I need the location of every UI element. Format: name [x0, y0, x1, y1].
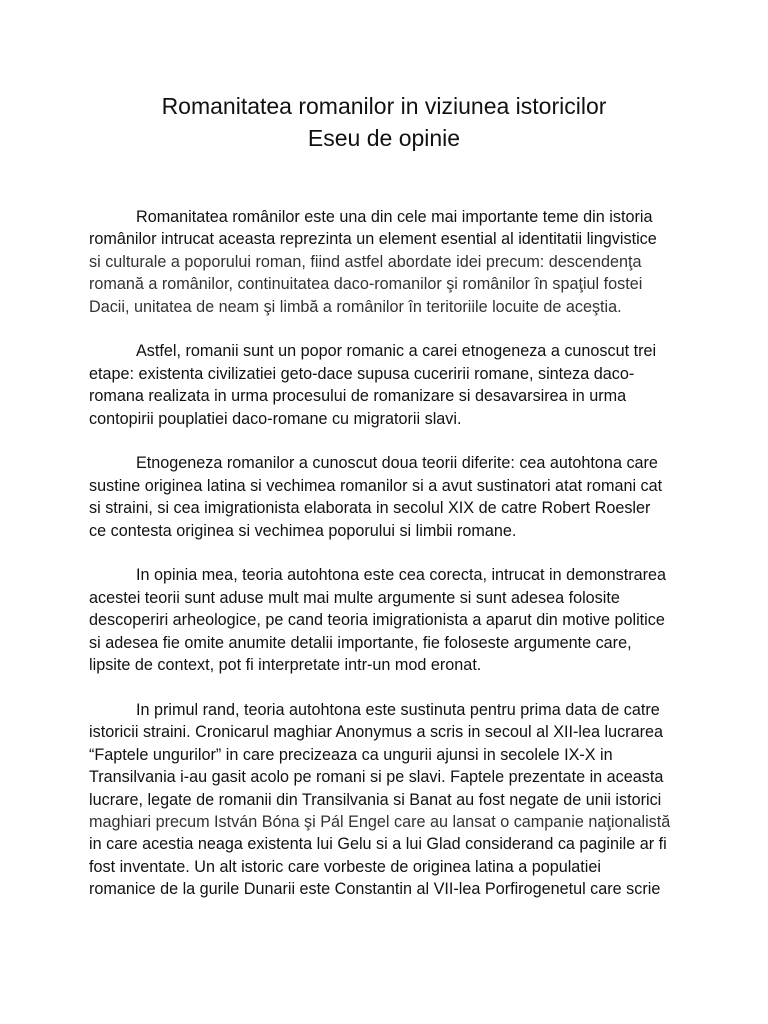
paragraph-2	[89, 340, 679, 430]
text-line: in care acestia neaga existenta lui Gelu si a lui Glad considerand ca paginile ar fi	[89, 835, 667, 854]
text-line: Romanitatea românilor este una din cele mai importante teme din istoria	[136, 208, 653, 226]
title-line-2-subtitle: Eseu de opinie	[307, 125, 461, 151]
text-line: sustine originea latina si vechimea romanilor si a avut sustinatori atat romani cat	[89, 476, 663, 495]
text-line: ce contesta originea si vechimea poporului si limbii romane.	[89, 521, 517, 540]
paragraph-1	[89, 206, 679, 318]
text-line: Dacii, unitatea de neam şi limbă a românilor în teritoriile locuite de aceştia.	[89, 297, 622, 316]
text-line: istoricii straini. Cronicarul maghiar Anonymus a scris in secoul al XII-lea lucrarea	[89, 723, 663, 742]
text-line: si straini, si cea imigrationista elaborata in secolul XIX de catre Robert Roesler	[89, 499, 651, 518]
text-line: romana realizata in urma procesului de romanizare si desavarsirea in urma	[89, 387, 627, 406]
document-title	[0, 90, 768, 154]
text-line: românilor intrucat aceasta reprezinta un element esential al identitatii lingvistice	[89, 230, 657, 249]
text-line: si adesea fie omite anumite detalii importante, fie foloseste argumente care,	[89, 633, 632, 652]
paragraph-5	[89, 699, 679, 901]
text-line: Transilvania i-au gasit acolo pe romani si pe slavi. Faptele prezentate in aceasta	[89, 768, 664, 787]
paragraph-4	[89, 564, 679, 676]
text-line: fost inventate. Un alt istoric care vorbeste de originea latina a populatiei	[89, 857, 602, 876]
text-line: romană a românilor, continuitatea daco-romanilor şi românilor în spaţiul fostei	[89, 275, 643, 294]
text-line: Astfel, romanii sunt un popor romanic a carei etnogeneza a cunoscut trei	[136, 342, 657, 361]
text-line: “Faptele ungurilor” in care precizeaza ca ungurii ajunsi in secolele IX-X in	[89, 745, 613, 764]
text-line: si culturale a poporului roman, fiind astfel abordate idei precum: descendenţa	[89, 252, 642, 271]
essay-body	[89, 206, 679, 923]
text-line: contopirii pouplatiei daco-romane cu migratorii slavi.	[89, 409, 462, 428]
text-line: lipsite de context, pot fi interpretate intr-un mod eronat.	[89, 656, 482, 675]
paragraph-3	[89, 452, 679, 542]
text-line: etape: existenta civilizatiei geto-dace supusa cuceririi romane, sinteza daco-	[89, 364, 635, 383]
title-line-1: Romanitatea romanilor in viziunea istoricilor	[161, 93, 607, 119]
text-line: romanice de la gurile Dunarii este Constantin al VII-lea Porfirogenetul care scrie	[89, 880, 661, 899]
text-line: In opinia mea, teoria autohtona este cea corecta, intrucat in demonstrarea	[136, 566, 667, 585]
text-line: maghiari precum István Bóna şi Pál Engel care au lansat o campanie naţionalistă	[89, 812, 671, 831]
text-line: descoperiri arheologice, pe cand teoria imigrationista a aparut din motive politice	[89, 611, 665, 630]
text-line: Etnogeneza romanilor a cunoscut doua teorii diferite: cea autohtona care	[136, 454, 658, 473]
text-line: lucrare, legate de romanii din Transilvania si Banat au fost negate de unii istorici	[89, 790, 662, 809]
text-line: acestei teorii sunt aduse mult mai multe argumente si sunt adesea folosite	[89, 588, 620, 607]
text-line: In primul rand, teoria autohtona este sustinuta pentru prima data de catre	[136, 700, 660, 719]
